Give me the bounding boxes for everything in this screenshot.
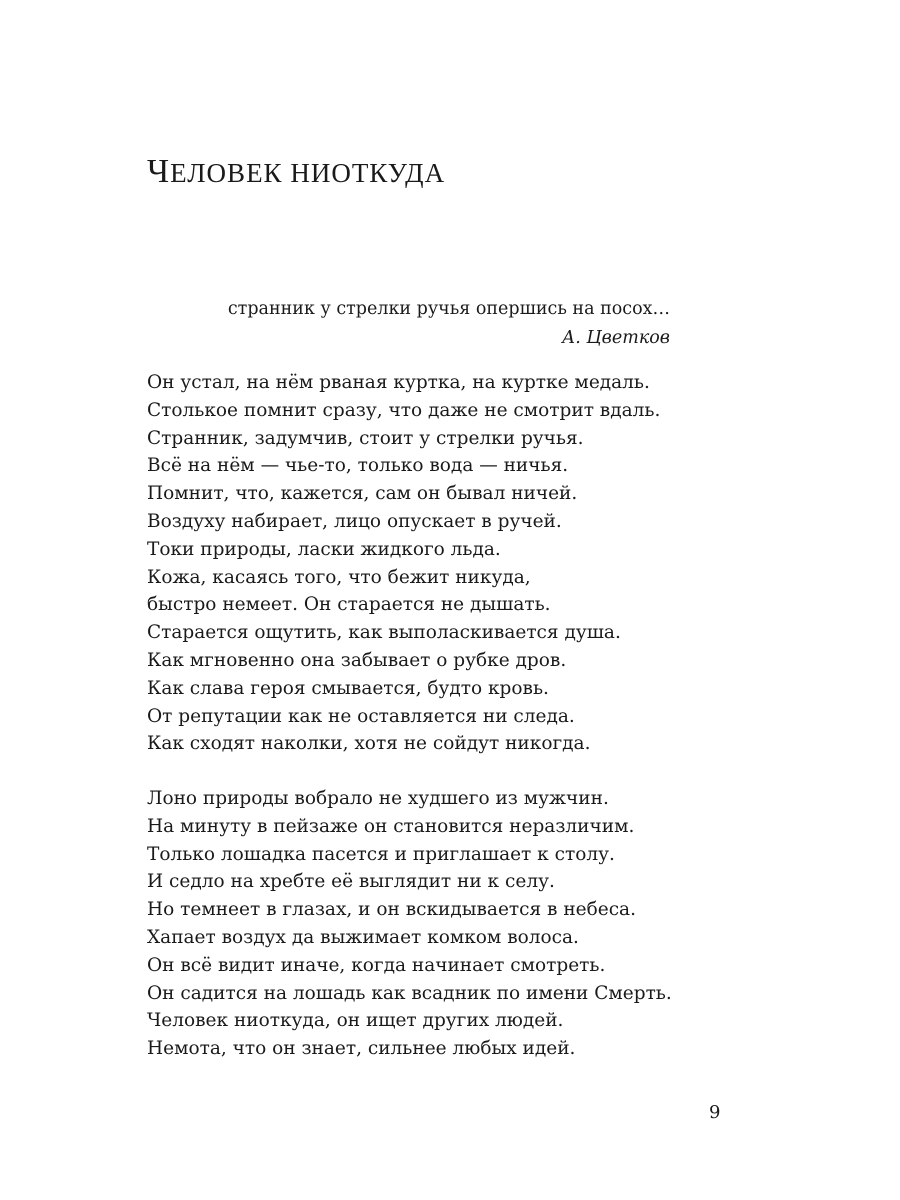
poem-line: Помнит, что, кажется, сам он бывал ничей.: [147, 483, 578, 505]
poem-line: Старается ощутить, как выполаскивается душа.: [147, 622, 621, 644]
poem-line: Он всё видит иначе, когда начинает смотреть.: [147, 954, 606, 976]
poem-line: Он садится на лошадь как всадник по имени Смерть.: [147, 982, 672, 1004]
epigraph-text: странник у стрелки ручья опершись на посох…: [227, 299, 670, 319]
poem-line: быстро немеет. Он старается не дышать.: [147, 594, 551, 616]
poem-line: Как сходят наколки, хотя не сойдут никогда.: [147, 733, 591, 755]
poem-line: Лоно природы вобрало не худшего из мужчин.: [147, 788, 609, 809]
poem-line: И седло на хребте её выглядит ни к селу.: [147, 871, 555, 893]
poem-line: На минуту в пейзаже он становится неразличим.: [147, 815, 635, 837]
poem-title: [147, 152, 445, 193]
epigraph-author: А. Цветков: [562, 328, 670, 348]
poem-line: Немота, что он знает, сильнее любых идей.: [147, 1038, 576, 1060]
poem-line: Но темнеет в глазах, и он вскидывается в небеса.: [147, 899, 636, 921]
poem-line: Он устал, на нём рваная куртка, на куртке медаль.: [147, 372, 650, 393]
stanza-1: [147, 369, 660, 758]
poem-line: Кожа, касаясь того, что бежит никуда,: [147, 566, 531, 588]
stanza-2: [147, 785, 672, 1063]
poem-title-rest: ЕЛОВЕК НИОТКУДА: [170, 158, 446, 188]
epigraph: [200, 294, 670, 352]
poem-line: Как слава героя смывается, будто кровь.: [147, 677, 549, 699]
poem-line: От репутации как не оставляется ни следа.: [147, 705, 575, 727]
poem-line: Только лошадка пасется и приглашает к столу.: [147, 843, 615, 865]
poem-line: Токи природы, ласки жидкого льда.: [147, 538, 501, 560]
page-number: 9: [709, 1102, 721, 1123]
poem-line: Всё на нём — чье-то, только вода — ничья.: [147, 455, 569, 477]
poem-line: Странник, задумчив, стоит у стрелки ручья.: [147, 427, 584, 449]
poem-title-initial: Ч: [147, 153, 171, 190]
poem-line: Как мгновенно она забывает о рубке дров.: [147, 649, 567, 671]
poem-line: Воздуху набирает, лицо опускает в ручей.: [147, 510, 562, 532]
poem-line: Столькое помнит сразу, что даже не смотрит вдаль.: [147, 399, 661, 421]
poem-line: Хапает воздух да выжимает комком волоса.: [147, 926, 579, 948]
poem-line: Человек ниоткуда, он ищет других людей.: [147, 1010, 564, 1032]
